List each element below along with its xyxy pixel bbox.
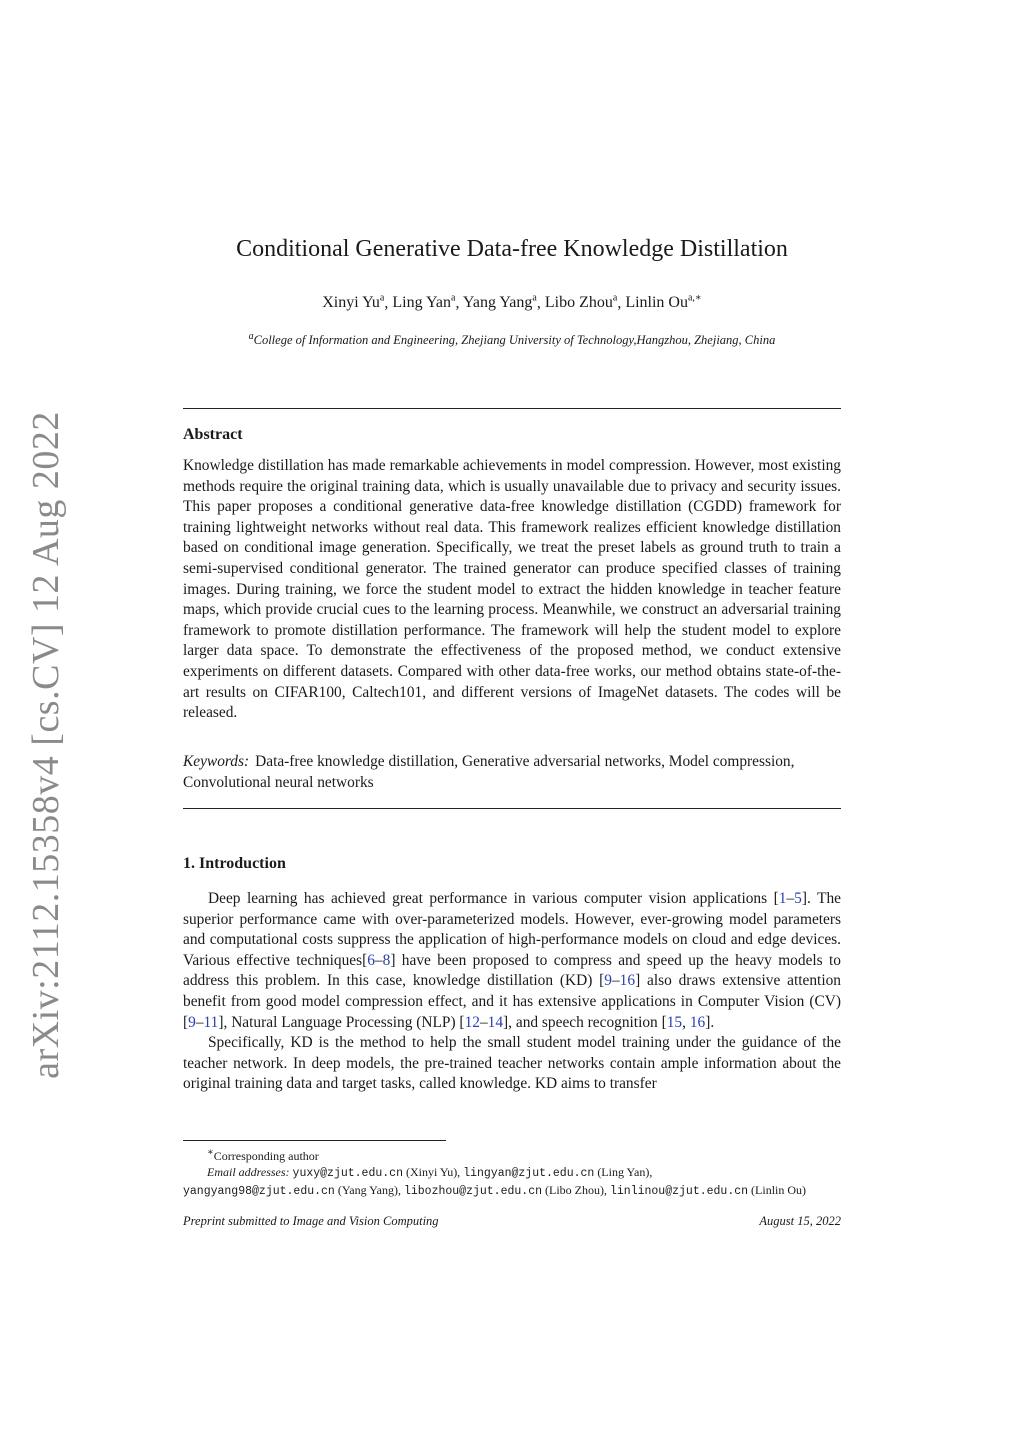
keywords-label: Keywords: bbox=[183, 753, 250, 770]
email-link[interactable]: yangyang98@zjut.edu.cn bbox=[183, 1185, 335, 1198]
citation-link[interactable]: 16 bbox=[689, 1013, 706, 1031]
keywords-text: Data-free knowledge distillation, Generative adversarial networks, Model compression, Convolutional neural networks bbox=[183, 753, 795, 791]
abstract-heading: Abstract bbox=[183, 426, 243, 443]
email-link[interactable]: libozhou@zjut.edu.cn bbox=[403, 1185, 542, 1198]
paragraph: Specifically, KD is the method to help the small student model training under the guidance of the teacher network. In deep models, the pre-trained teacher networks contain ample information about the original training data and target tasks, called knowledge. KD aims to transfer bbox=[183, 1034, 841, 1093]
citation-link[interactable]: 1 bbox=[778, 890, 787, 907]
citation-link[interactable]: 9 bbox=[604, 972, 612, 990]
section-heading-introduction: 1. Introduction bbox=[183, 855, 286, 872]
author: Linlin $Ou^{a,∗}$ bbox=[625, 293, 702, 312]
keywords bbox=[183, 752, 841, 793]
preprint-date: August 15, 2022 bbox=[759, 1214, 841, 1228]
author: Yang Yang$^a$ bbox=[462, 293, 537, 312]
footnote-corresponding: ∗Corresponding author bbox=[207, 1147, 319, 1163]
author: Libo Zhou$^a$ bbox=[544, 293, 618, 312]
abstract-text: Knowledge distillation has made remarkable achievements in model compression. However, most existing methods require the original training data, which is usually unavailable due to privacy and security issues. This paper proposes a conditional generative data-free knowledge distillation (CGDD) framework for training lightweight networks without real data. This framework realizes efficient knowledge distillation based on conditional image generation. Specifically, we treat the preset labels as ground truth to train a semi-supervised conditional generator. The trained generator can produce specified classes of training images. During training, we force the student model to extract the hidden knowledge in teacher feature maps, which provide crucial cues to the learning process. Meanwhile, we construct an adversarial training framework to promote distillation performance. The framework will help the student model to explore larger data space. To demonstrate the effectiveness of the proposed method, we conduct extensive experiments on different datasets. Compared with other data-free works, our method obtains state-of-the-art results on CIFAR100, Caltech101, and different versions of ImageNet datasets. The codes will be released. bbox=[183, 457, 841, 722]
citation-link[interactable]: 5 bbox=[794, 890, 802, 907]
footnote-rule bbox=[183, 1140, 446, 1141]
preprint-text: Preprint submitted to Image and Vision Computing bbox=[183, 1214, 439, 1228]
citation-link[interactable]: 12 bbox=[464, 1013, 480, 1031]
author-list: Xinyi Yu$^a$, Ling Yan$^a$, Yang Yang$^a$, Libo Zhou$^a$, Linlin $Ou^{a,∗}$ bbox=[322, 293, 702, 312]
arxiv-stamp-text: arXiv:2112.15358v4 [cs.CV] 12 Aug 2022 bbox=[25, 411, 67, 1079]
footnote-emails: Email addresses: yuxy@zjut.edu.cn (Xinyi Yu), lingyan@zjut.edu.cn (Ling Yan), bbox=[207, 1165, 653, 1180]
paragraph: Deep learning has achieved great performance in various computer vision applications [1–5]. The superior performance came with over-parameterized models. However, ever-growing model parameters and computational costs suppress the application of high-performance models on cloud and edge devices. Various effective techniques[6–8] have been proposed to compress and speed up the heavy models to address this problem. In this case, knowledge distillation (KD) [9–16] also draws extensive attention benefit from good model compression effect, and it has extensive applications in Computer Vision (CV) [9–11], Natural Language Processing (NLP) [12–14], and speech recognition [15, 16]. bbox=[183, 890, 841, 1031]
affiliation-mark: a bbox=[248, 331, 254, 342]
citation-link[interactable]: 8 bbox=[382, 951, 391, 969]
abstract-top-rule bbox=[183, 408, 841, 409]
email-link[interactable]: yuxy@zjut.edu.cn bbox=[292, 1167, 403, 1180]
footnote-emails-cont: yangyang98@zjut.edu.cn (Yang Yang), libozhou@zjut.edu.cn (Libo Zhou), linlinou@zjut.edu.cn (Linlin Ou) bbox=[183, 1183, 807, 1198]
email-link[interactable]: lingyan@zjut.edu.cn bbox=[463, 1167, 595, 1180]
citation-link[interactable]: 16 bbox=[619, 972, 636, 990]
citation-link[interactable]: 11 bbox=[203, 1013, 219, 1031]
citation-link[interactable]: 9 bbox=[188, 1013, 196, 1031]
citation-link[interactable]: 14 bbox=[487, 1013, 504, 1031]
citation-link[interactable]: 6 bbox=[367, 951, 375, 969]
email-link[interactable]: linlinou@zjut.edu.cn bbox=[610, 1185, 749, 1198]
arxiv-stamp bbox=[25, 411, 67, 1079]
author: Ling Yan$^a$ bbox=[392, 293, 456, 312]
author: Xinyi Yu$^a$ bbox=[322, 293, 385, 312]
preprint-footer bbox=[183, 1214, 841, 1229]
footnote bbox=[183, 1145, 841, 1200]
affiliation-text: College of Information and Engineering, Zhejiang University of Technology,Hangzhou, Zhejiang, China bbox=[253, 333, 776, 348]
introduction-body bbox=[183, 889, 841, 1095]
citation-link[interactable]: 15 bbox=[666, 1013, 683, 1031]
abstract-bottom-rule bbox=[183, 808, 841, 809]
affiliation bbox=[0, 331, 1024, 348]
paper-title: Conditional Generative Data-free Knowledge Distillation bbox=[236, 236, 788, 262]
email-label: Email addresses: bbox=[207, 1165, 290, 1179]
